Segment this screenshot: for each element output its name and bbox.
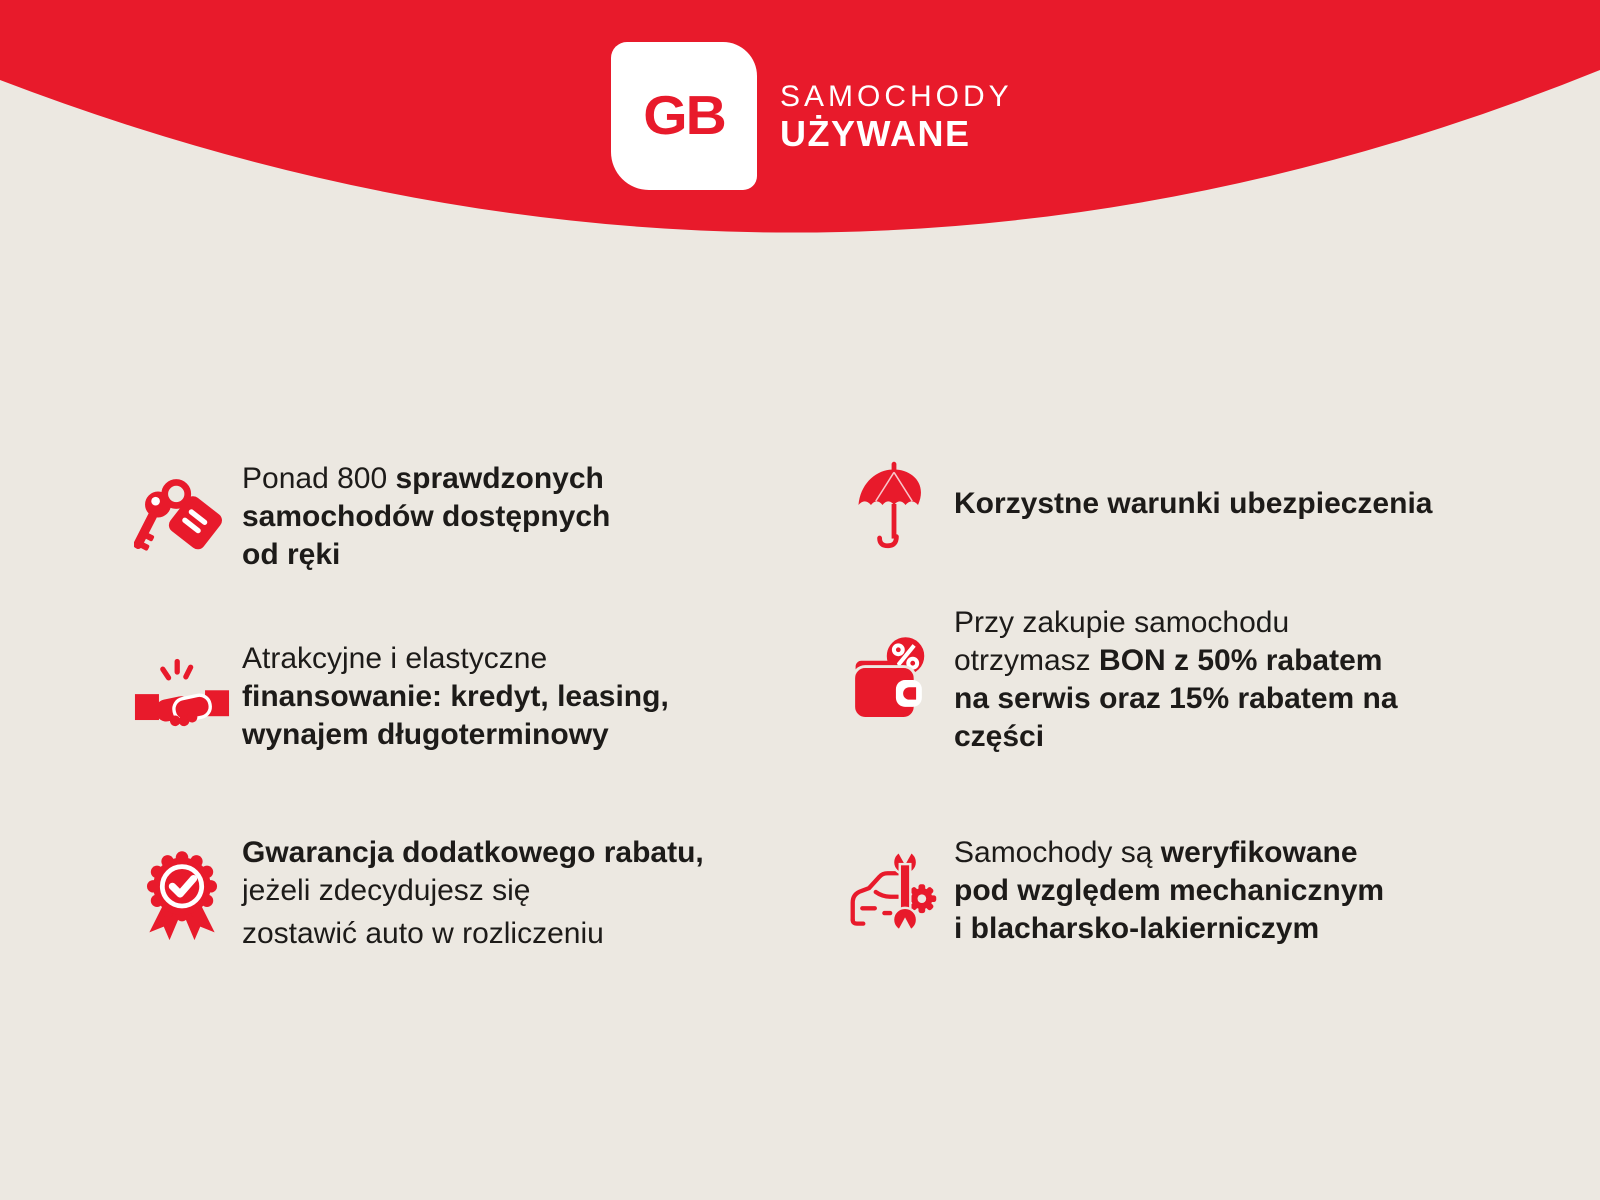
- text-segment: od ręki: [242, 538, 341, 571]
- text-segment: jeżeli zdecydujesz się: [242, 874, 531, 907]
- feature-line: [954, 872, 1384, 910]
- feature-line: [954, 910, 1384, 948]
- feature-text: [954, 485, 1432, 523]
- text-segment: Atrakcyjne i elastyczne: [242, 642, 548, 675]
- text-segment: Przy zakupie samochodu: [954, 606, 1290, 639]
- feature-text: [954, 604, 1398, 756]
- text-segment: części: [954, 720, 1045, 753]
- text-segment: Ponad 800: [242, 462, 396, 495]
- text-segment: finansowanie: kredyt, leasing,: [242, 680, 669, 713]
- text-segment: samochodów dostępnych: [242, 500, 611, 533]
- text-segment: na serwis oraz 15% rabatem na: [954, 682, 1398, 715]
- wallet-percent-icon: [846, 632, 942, 728]
- text-segment: Korzystne warunki ubezpieczenia: [954, 487, 1433, 520]
- feature-line: [954, 485, 1432, 523]
- text-segment: Gwarancja dodatkowego rabatu,: [242, 836, 704, 869]
- text-segment: wynajem długoterminowy: [242, 718, 609, 751]
- feature-line: [954, 680, 1398, 718]
- feature-line: [954, 604, 1398, 642]
- gb-monogram: GB: [643, 85, 725, 147]
- car-service-icon: [846, 843, 942, 939]
- text-segment: pod względem mechanicznym: [954, 874, 1385, 907]
- feature-insurance: [842, 452, 1432, 556]
- umbrella-icon: [842, 452, 946, 556]
- feature-line: [954, 718, 1398, 756]
- feature-text: [954, 834, 1384, 948]
- feature-bon: [842, 604, 1398, 756]
- text-segment: otrzymasz: [954, 644, 1100, 677]
- text-segment: i blacharsko-lakierniczym: [954, 912, 1320, 945]
- car-service-icon: [842, 839, 946, 943]
- brand-line2: UŻYWANE: [780, 113, 971, 154]
- feature-verification: [842, 834, 1384, 948]
- text-segment: sprawdzonych: [395, 462, 604, 495]
- feature-line: [954, 834, 1384, 872]
- text-segment: zostawić auto w rozliczeniu: [242, 917, 604, 950]
- text-segment: Samochody są: [954, 836, 1161, 869]
- brand-line1: SAMOCHODY: [780, 80, 1013, 113]
- umbrella-icon: [846, 456, 942, 552]
- wallet-percent-icon: [842, 628, 946, 732]
- text-segment: BON z 50% rabatem: [1099, 644, 1383, 677]
- text-segment: weryfikowane: [1160, 836, 1358, 869]
- feature-line: [954, 642, 1398, 680]
